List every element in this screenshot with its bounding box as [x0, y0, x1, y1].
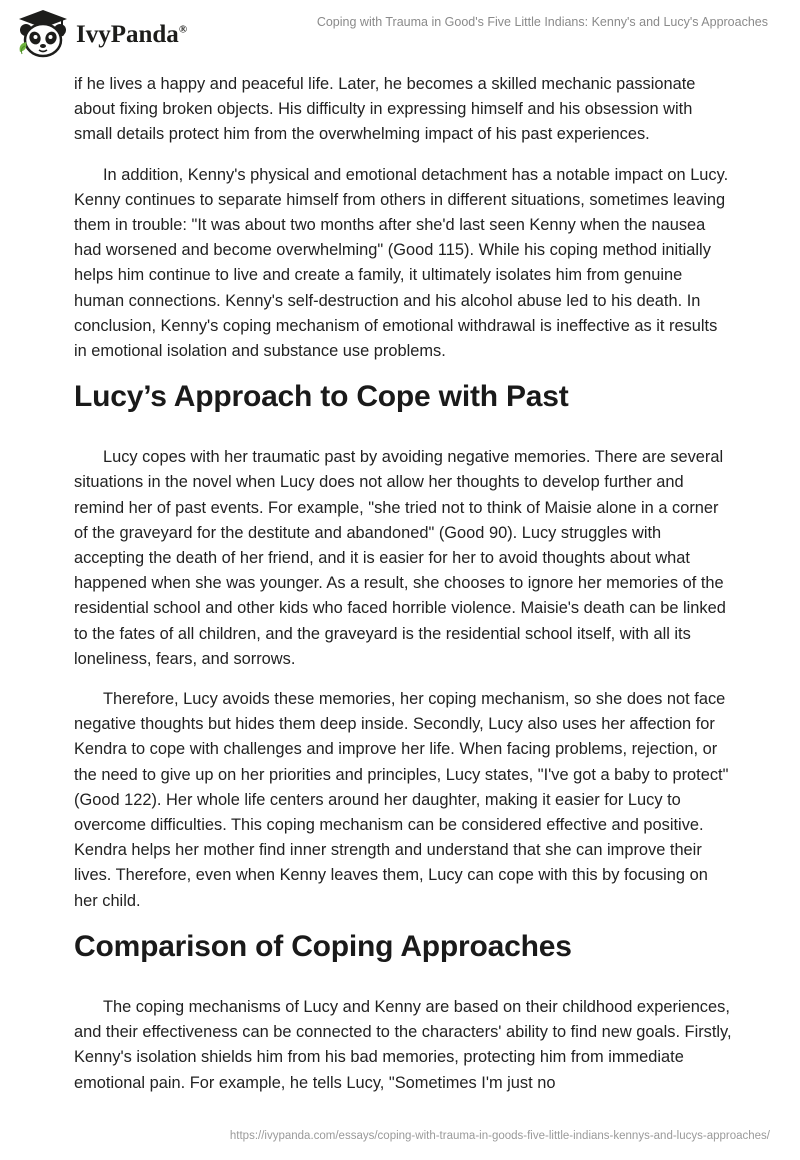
- essay-content: [74, 72, 734, 1111]
- panda-graduate-icon: [16, 8, 70, 60]
- document-title: Coping with Trauma in Good's Five Little Indians: Kenny's and Lucy's Approaches: [316, 15, 768, 29]
- paragraph-lucy-avoidance: Lucy copes with her traumatic past by avoiding negative memories. There are several situations in the novel when Lucy does not allow her thoughts to develop further and remind her of past events. For example, "she tried not to think of Maisie alone in a corner of the graveyard for the destitute and abandoned" (Good 90). Lucy struggles with accepting the death of her friend, and it is easier for her to avoid thoughts about what happened when she was younger. As a result, she chooses to ignore her memories of the residential school and other kids who faced horrible violence. Maisie's death can be linked to the fates of all children, and the graveyard is the residential school itself, with all its loneliness, fears, and sorrows.: [74, 448, 726, 668]
- ivypanda-logo[interactable]: [16, 8, 187, 60]
- logo-wordmark: IvyPanda: [76, 21, 179, 48]
- page-header: [0, 0, 800, 70]
- paragraph-kenny-detachment: In addition, Kenny's physical and emotional detachment has a notable impact on Lucy. Kenny continues to separate himself from others in different situations, sometimes leaving them in trouble: "It was about two months after she'd last seen Kenny when the nausea had worsened and become overwhelming" (Good 115). While his coping method initially helps him continue to live and create a family, it ultimately isolates him from genuine human connections. Kenny's self-destruction and his alcohol abuse led to his death. In conclusion, Kenny's coping mechanism of emotional withdrawal is ineffective as it results in emotional isolation and substance use problems.: [74, 165, 729, 361]
- registered-mark: ®: [178, 23, 188, 36]
- paragraph-lucy-kendra: Therefore, Lucy avoids these memories, her coping mechanism, so she does not face negative thoughts but hides them deep inside. Secondly, Lucy also uses her affection for Kendra to cope with challenges and improve her life. When facing problems, rejection, or the need to give up on her priorities and principles, Lucy states, "I've got a baby to protect" (Good 122). Her whole life centers around her daughter, making it easier for Lucy to overcome difficulties. This coping mechanism can be considered effective and positive. Kendra helps her mother find inner strength and understand that she can improve their lives. Therefore, even when Kenny leaves them, Lucy can cope with this by focusing on her child.: [74, 690, 729, 910]
- source-url[interactable]: https://ivypanda.com/essays/coping-with-trauma-in-goods-five-little-indians-kennys-and-lucys-approaches/: [229, 1130, 770, 1142]
- heading-comparison: Comparison of Coping Approaches: [74, 929, 572, 963]
- paragraph-comparison: The coping mechanisms of Lucy and Kenny are based on their childhood experiences, and their effectiveness can be connected to the characters' ability to find new goals. Firstly, Kenny's isolation shields him from his bad memories, protecting him from immediate emotional pain. For example, he tells Lucy, "Sometimes I'm just no: [74, 997, 732, 1092]
- heading-lucy-approach: Lucy’s Approach to Cope with Past: [74, 380, 569, 414]
- paragraph-kenny-mechanic: if he lives a happy and peaceful life. Later, he becomes a skilled mechanic passionate about fixing broken objects. His difficulty in expressing himself and his obsession with small details protect him from the overwhelming impact of his past experiences.: [74, 75, 696, 144]
